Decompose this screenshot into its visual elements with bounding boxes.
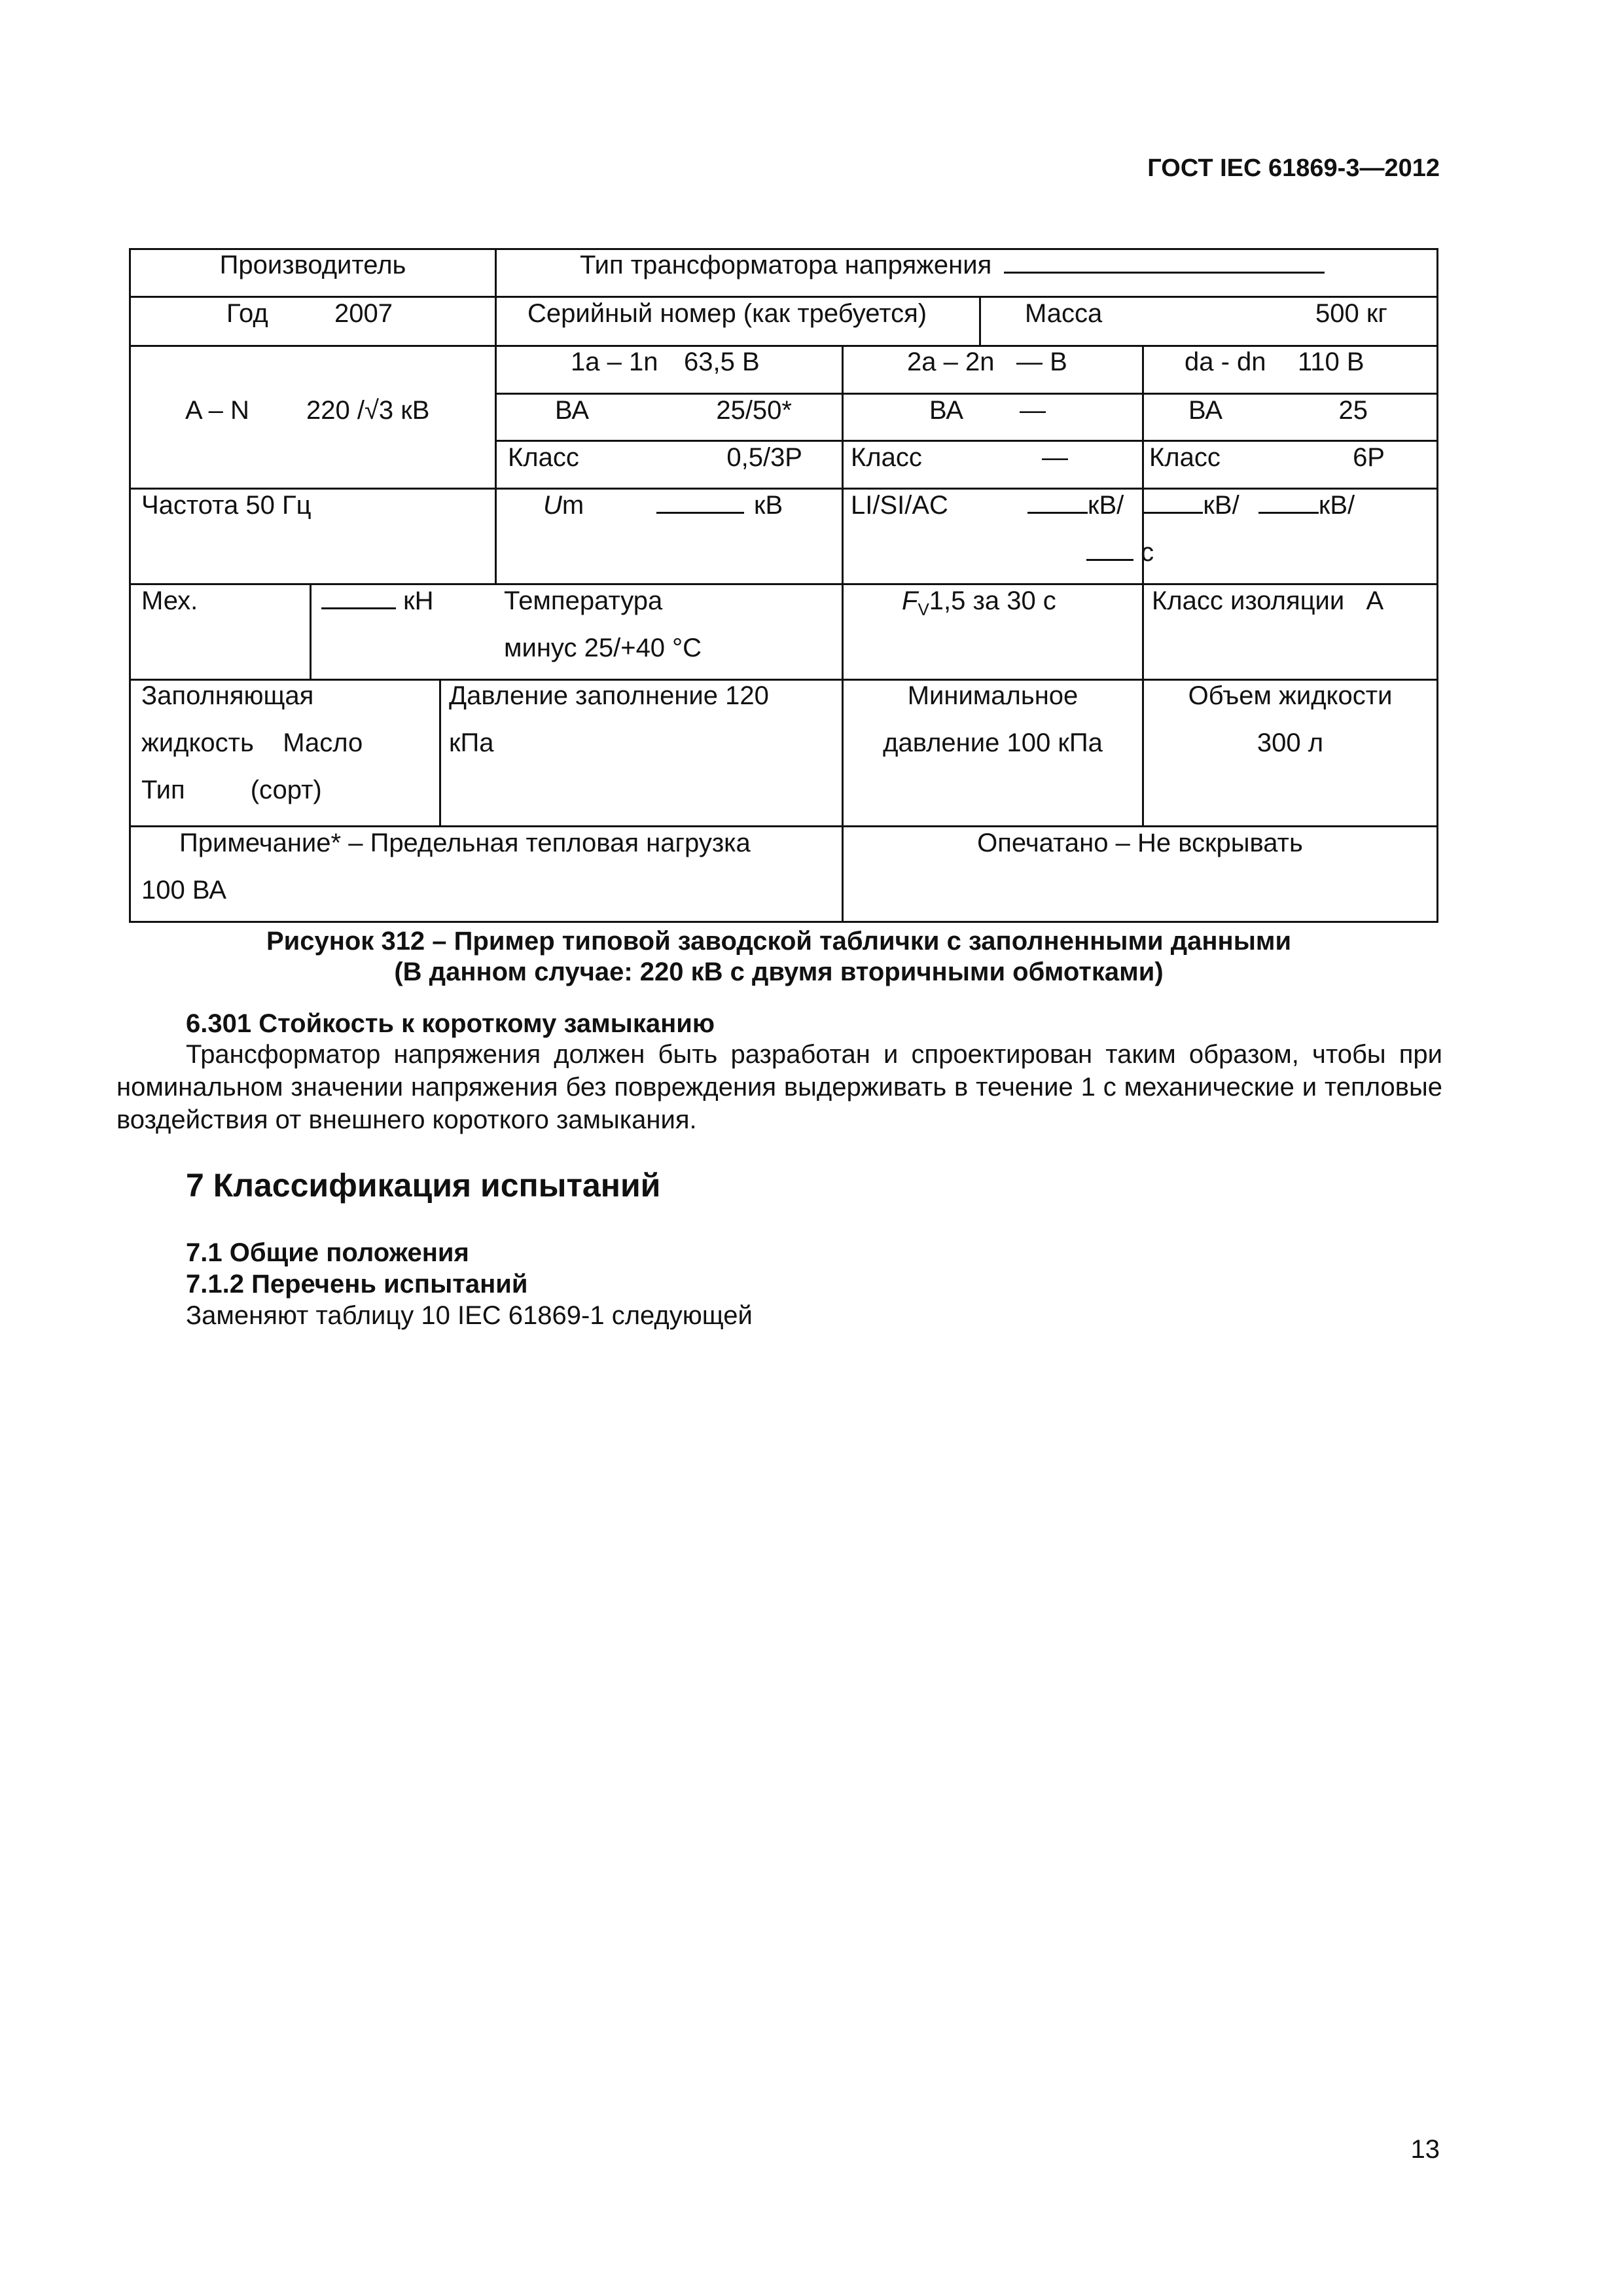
- residual-winding-voltage: 110 В: [1298, 348, 1364, 376]
- liquid-volume-line2: 300 л: [1257, 728, 1324, 757]
- um-rating: [543, 490, 584, 520]
- ac-unit: кВ/: [1318, 491, 1355, 520]
- figure-caption-line1: Рисунок 312 – Пример типовой заводской таблички с заполненными данными: [266, 927, 1292, 956]
- transformer-type-blank: [1004, 251, 1325, 274]
- page-number: 13: [1410, 2135, 1440, 2164]
- fill-liquid-line3: Тип (сорт): [141, 776, 322, 804]
- fill-pressure-line1: Давление заполнение 120: [449, 681, 769, 710]
- fv-value: 1,5 за 30 с: [929, 586, 1056, 615]
- min-pressure-line1: Минимальное: [907, 681, 1079, 710]
- fill-liquid-line2: жидкость Масло: [141, 728, 363, 757]
- winding1-class-value: 0,5/3P: [726, 443, 802, 472]
- insulation-levels: [1027, 490, 1355, 520]
- mech-blank: [321, 586, 396, 609]
- residual-winding-va-label: ВА: [1188, 396, 1223, 425]
- primary-terminals: A – N: [185, 396, 249, 425]
- residual-winding-class-value: 6P: [1353, 443, 1385, 472]
- transformer-type-text: Тип трансформатора напряжения: [580, 251, 992, 279]
- section-6301-heading: 6.301 Стойкость к короткому замыканию: [186, 1009, 715, 1038]
- winding2-class-value: —: [1042, 443, 1068, 472]
- winding1-class-label: Класс: [508, 443, 579, 472]
- duration-unit: с: [1141, 538, 1154, 567]
- mech-unit: кН: [403, 586, 434, 615]
- winding2-va-value: —: [1020, 396, 1046, 425]
- insulation-levels-label: LI/SI/AC: [851, 491, 948, 520]
- note-line2: 100 ВА: [141, 876, 226, 905]
- fill-liquid-line1: Заполняющая: [141, 681, 314, 710]
- winding1-va-value: 25/50*: [716, 396, 792, 425]
- temperature-value: минус 25/+40 °С: [504, 634, 702, 662]
- um-symbol: U: [543, 491, 562, 520]
- li-blank: [1027, 491, 1088, 514]
- um-unit: кВ: [754, 491, 783, 520]
- residual-winding-va-value: 25: [1338, 396, 1368, 425]
- insulation-class: Класс изоляции A: [1152, 586, 1384, 615]
- winding1-va-label: ВА: [555, 396, 590, 425]
- um-subscript: m: [562, 491, 584, 520]
- fv-subscript: V: [918, 600, 929, 619]
- figure-caption-line2: (В данном случае: 220 кВ с двумя вторичными обмотками): [394, 958, 1164, 986]
- residual-winding-class-label: Класс: [1149, 443, 1221, 472]
- winding2-terminals: 2a – 2n: [907, 348, 995, 376]
- um-blank: [656, 490, 744, 520]
- duration-blank: [1086, 538, 1133, 561]
- residual-winding-terminals: da - dn: [1185, 348, 1266, 376]
- fv-symbol: F: [902, 586, 918, 615]
- ac-blank: [1258, 491, 1319, 514]
- si-unit: кВ/: [1203, 491, 1240, 520]
- mech-label: Мех.: [141, 586, 198, 615]
- primary-voltage: 220 /√3 кВ: [306, 396, 430, 425]
- winding2-class-label: Класс: [851, 443, 922, 472]
- frequency: Частота 50 Гц: [141, 491, 312, 520]
- section-6301-paragraph: Трансформатор напряжения должен быть разработан и спроектирован таким образом, чтобы при номинальном значении напряжения без повреждения выдерживать в течение 1 с механические и тепловые воздействия от внешнего короткого замыкания.: [116, 1040, 1442, 1134]
- min-pressure-line2: давление 100 кПа: [883, 728, 1103, 757]
- duration: [1086, 537, 1154, 567]
- temperature-label: Температура: [504, 586, 663, 615]
- manufacturer-label: Производитель: [219, 251, 406, 279]
- mech-load: [321, 586, 434, 616]
- section-7-1-2-text: Заменяют таблицу 10 IEC 61869-1 следующей: [186, 1301, 753, 1330]
- si-blank: [1143, 491, 1203, 514]
- winding2-voltage: — В: [1016, 348, 1067, 376]
- serial-number-label: Серийный номер (как требуется): [527, 299, 927, 328]
- fill-pressure-line2: кПа: [449, 728, 494, 757]
- voltage-factor: [902, 586, 1056, 624]
- mass-value: 500 кг: [1315, 299, 1387, 328]
- section-7-1-heading: 7.1 Общие положения: [186, 1238, 469, 1267]
- mass-label: Масса: [1025, 299, 1103, 328]
- year-label: Год: [226, 299, 268, 328]
- winding2-va-label: ВА: [929, 396, 964, 425]
- liquid-volume-line1: Объем жидкости: [1188, 681, 1393, 710]
- sealed-notice: Опечатано – Не вскрывать: [977, 829, 1303, 857]
- section-7-heading: 7 Классификация испытаний: [186, 1167, 661, 1204]
- document-code: ГОСТ IEC 61869-3—2012: [1147, 154, 1440, 182]
- winding1-terminals: 1a – 1n: [571, 348, 658, 376]
- winding1-voltage: 63,5 В: [684, 348, 760, 376]
- transformer-type-label: [580, 250, 1325, 280]
- year-value: 2007: [334, 299, 393, 328]
- note-line1: Примечание* – Предельная тепловая нагрузка: [179, 829, 751, 857]
- li-unit: кВ/: [1088, 491, 1124, 520]
- section-7-1-2-heading: 7.1.2 Перечень испытаний: [186, 1270, 528, 1299]
